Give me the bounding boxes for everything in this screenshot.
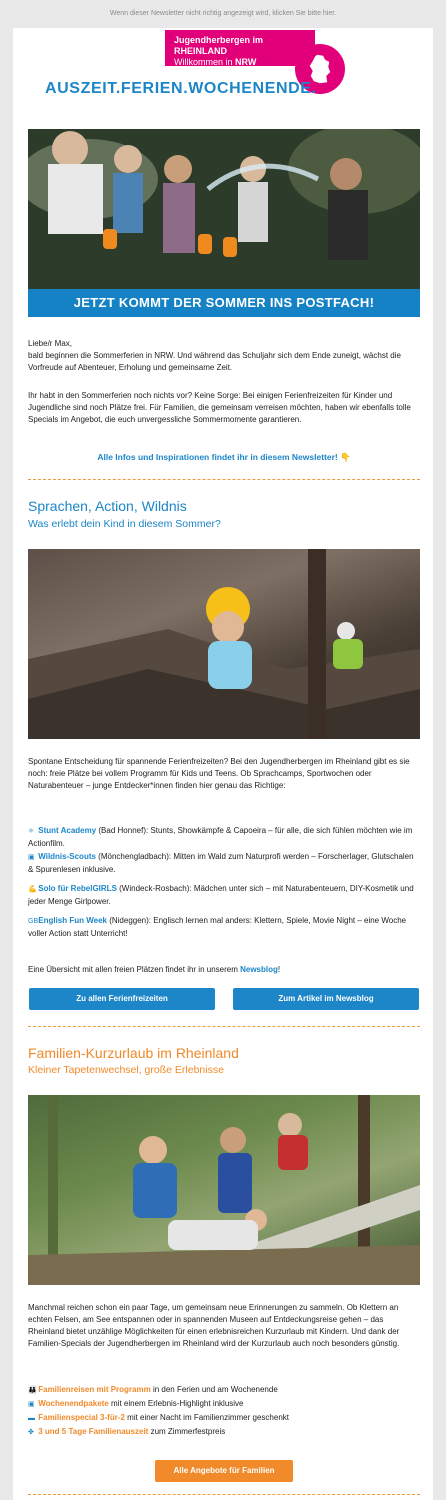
overview-text: ! <box>277 965 281 974</box>
item-text: (Nideggen): Englisch lernen mal anders: Klettern, Spiele, Movie Night – eine Woche voller Action statt Unterricht! <box>28 916 407 938</box>
climbing-image[interactable] <box>28 549 420 739</box>
item-text: mit einer Nacht im Familienzimmer geschenkt <box>124 1413 289 1422</box>
item-text: (Windeck-Rosbach): Mädchen unter sich – mit Naturabenteuern, DIY-Kosmetik und jeder Menge Girlpower. <box>28 884 414 906</box>
logo-text: Willkommen in <box>174 57 236 67</box>
forest-icon: ▣ <box>28 854 35 861</box>
newsblog-article-button[interactable]: Zum Artikel im Newsblog <box>233 988 419 1010</box>
uk-flag-icon: GB <box>28 918 39 925</box>
hero-image[interactable] <box>28 129 420 317</box>
list-item <box>28 1398 420 1411</box>
intro-paragraph: Ihr habt in den Sommerferien noch nichts vor? Keine Sorge: Bei einigen Ferienfreizeiten für Kinder und Jugendliche sind noch Plätze frei. Für Familien, die gemeinsam verreisen möchten, haben wir ebenfalls tolle Specials im Angebot, die euch unvergessliche Sommermomente garantieren. <box>28 391 411 424</box>
item-link[interactable]: English Fun Week <box>38 916 107 925</box>
list-item <box>28 851 420 876</box>
item-link[interactable]: Stunt Academy <box>38 826 97 835</box>
item-link[interactable]: 3 und 5 Tage Familienauszeit <box>38 1427 149 1436</box>
section-subtitle: Kleiner Tapetenwechsel, große Erlebnisse <box>28 1064 224 1076</box>
list-item <box>28 915 420 940</box>
item-link[interactable]: Wildnis-Scouts <box>38 852 96 861</box>
item-text: zum Zimmerfestpreis <box>148 1427 226 1436</box>
list-item <box>28 1384 420 1397</box>
list-item <box>28 1412 420 1425</box>
muscle-icon: 💪 <box>28 886 37 893</box>
divider <box>28 1026 420 1027</box>
family-icon: 👪 <box>28 1387 37 1394</box>
item-text: in den Ferien und am Wochenende <box>150 1385 278 1394</box>
item-text: (Mönchengladbach): Mitten im Wald zum Naturprofi werden – Forscherlager, Glutschalen & Spurenlesen inklusive. <box>28 852 414 874</box>
hero-banner: JETZT KOMMT DER SOMMER INS POSTFACH! <box>28 289 420 317</box>
item-link[interactable]: Wochenendpakete <box>38 1399 109 1408</box>
overview-line <box>28 964 420 976</box>
divider <box>28 479 420 480</box>
family-photo <box>28 1095 420 1285</box>
climbing-photo <box>28 549 420 739</box>
section-paragraph: Manchmal reichen schon ein paar Tage, um gemeinsam neue Erinnerungen zu sammeln. Ob Klettern an echten Felsen, am See entspannen oder in spannenden Museen auf Entdeckungsreise gehen – das Rheinland bietet unzählige Möglichkeiten für einen erlebnisreichen Kurzurlaub mit Kindern. Und dank der Familien-Specials der Jugendherbergen im Rheinland wird der Kurzurlaub auch noch besonders günstig. <box>28 1303 400 1348</box>
newsletter-body <box>13 28 433 1500</box>
all-holiday-camps-button[interactable]: Zu allen Ferienfreizeiten <box>29 988 215 1010</box>
section-paragraph: Spontane Entscheidung für spannende Ferienfreizeiten? Bei den Jugendherbergen im Rheinland gibt es sie noch: freie Plätze bei vollem Programm für Kids und Teens. Ob Sprachcamps, Sportwochen oder Naturabenteuer – junge Entdecker*innen finden hier genau das Richtige: <box>28 757 410 790</box>
bed-icon: ▬ <box>28 1415 35 1422</box>
item-text: mit einem Erlebnis-Highlight inklusive <box>108 1399 244 1408</box>
item-link[interactable]: Solo für RebelGIRLS <box>38 884 117 893</box>
logo-text-bold: NRW <box>235 57 257 67</box>
intro-paragraph: bald beginnen die Sommerferien in NRW. Und während das Schuljahr sich dem Ende zuneigt, wächst die Vorfreude auf Abenteuer, Erholung und gemeinsame Zeit. <box>28 351 401 372</box>
landscape-icon: ▣ <box>28 1401 35 1408</box>
view-in-browser-link[interactable]: Wenn dieser Newsletter nicht richtig angezeigt wird, klicken Sie bitte hier. <box>109 10 337 17</box>
clover-icon: ✤ <box>28 1429 34 1436</box>
logo-text: Jugendherbergen im <box>174 35 264 45</box>
list-item <box>28 825 420 850</box>
family-image[interactable] <box>28 1095 420 1285</box>
atom-icon: ⚛ <box>28 828 35 835</box>
list-item <box>28 883 420 908</box>
section-subtitle: Was erlebt dein Kind in diesem Sommer? <box>28 518 221 530</box>
divider <box>28 1494 420 1495</box>
section-title: Familien-Kurzurlaub im Rheinland <box>28 1045 239 1061</box>
logo-text-bold: RHEINLAND <box>174 46 227 56</box>
tagline: AUSZEIT.FERIEN.WOCHENENDE. <box>45 80 317 97</box>
overview-text: Eine Übersicht mit allen freien Plätzen findet ihr in unserem <box>28 965 241 974</box>
newsblog-link[interactable]: Newsblog <box>240 965 278 974</box>
logo-box <box>165 30 315 66</box>
family-offers-button[interactable]: Alle Angebote für Familien <box>155 1460 293 1482</box>
item-text: (Bad Honnef): Stunts, Showkämpfe & Capoeira – für alle, die sich fühlen möchten wie im Actionfilm. <box>28 826 413 848</box>
list-item <box>28 1426 420 1439</box>
item-link[interactable]: Familienreisen mit Programm <box>38 1385 151 1394</box>
intro-greeting: Liebe/r Max, <box>28 339 73 348</box>
section-title: Sprachen, Action, Wildnis <box>28 498 187 514</box>
intro-link[interactable]: Alle Infos und Inspirationen findet ihr in diesem Newsletter! 👇 <box>97 452 351 462</box>
item-link[interactable]: Familienspecial 3-für-2 <box>38 1413 125 1422</box>
